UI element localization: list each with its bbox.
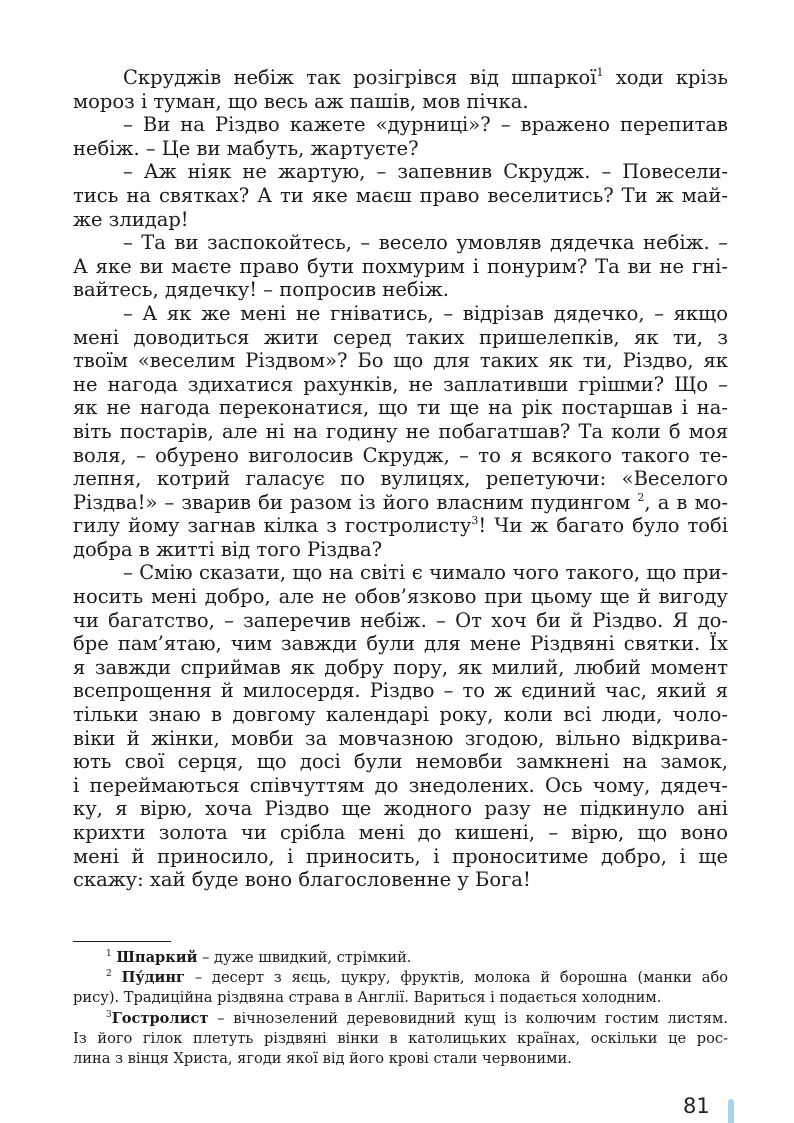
page-number: 81 [683, 1094, 710, 1118]
text-line: мені й приносило, і приносить, і проноситиме добро, і ще [73, 844, 728, 868]
text-line: Скруджів небіж так розігрівся від шпаркої$^1$ ходи крізь [123, 66, 728, 89]
text-line: віть постарів, але ні на годину не побагатшав? Та коли б моя [73, 419, 728, 443]
text-line: твоїм «веселим Різдвом»? Бо що для таких як ти, Різдво, як [73, 349, 728, 373]
footnote-term: Шпаркий [116, 949, 198, 966]
text-line: – Аж ніяк не жартую, – запевнив Скрудж. – Повесели- [123, 160, 728, 184]
text-line: ють свої серця, що досі були немовби замкнені на замок, [73, 750, 728, 774]
text-line: всепрощення й милосердя. Різдво – то ж єдиний час, який я [73, 679, 728, 703]
text-line: мені доводиться жити серед таких пришелепків, як ти, з [73, 325, 728, 349]
footnote-term: Пу́динг [121, 969, 185, 987]
text-line: я завжди сприймав як добру пору, як милий, любий момент [73, 655, 728, 679]
text-line: тись на святках? А ти яке маєш право веселитись? Ти ж май- [73, 183, 728, 207]
text-line: – Ви на Різдво кажете «дурниці»? – вражено перепитав [123, 113, 728, 137]
text-line: добра в житті від того Різдва? [73, 537, 383, 561]
footnote-line: Із його гілок плетуть різдвяні вінки в католицьких країнах, оскільки це рос- [73, 1029, 728, 1047]
text-line: – Смію сказати, що на світі є чимало чого такого, що при- [123, 561, 728, 585]
text-line: небіж. – Це ви мабуть, жартуєте? [73, 136, 419, 160]
text-line: воля, – обурено виголосив Скрудж, – то я всякого такого те- [73, 443, 728, 467]
footnote-divider [73, 941, 171, 942]
text-line: лепня, котрий галасує по вулицях, репетуючи: «Веселого [73, 467, 728, 491]
footnote-2: $^2$ Пу́динг – десерт з яєць, цукру, фруктів, молока й борошна (манки або [106, 969, 729, 987]
text-line: вайтесь, дядечку! – попросив небіж. [73, 278, 449, 302]
text-line: бре пам’ятаю, чим завжди були для мене Різдвяні святки. Їх [73, 632, 728, 656]
footnote-1: $^1$ Шпаркий – дуже швидкий, стрімкий. [106, 949, 412, 966]
text-line: же злидар! [73, 207, 189, 231]
footnote-mark: 2 [637, 490, 645, 504]
text-line: носить мені добро, але не обов’язково при цьому ще й вигоду [73, 585, 728, 609]
text-line: мороз і туман, що весь аж пашів, мов пічка. [73, 89, 529, 113]
footnotes [73, 948, 728, 1069]
footnote-3: $^3$Гостролист – вічнозелений деревовидний кущ із колючим гостим листям. [106, 1009, 729, 1027]
footnote-line: рису). Традиційна різдвяна страва в Англії. Вариться і подається холодним. [73, 989, 662, 1007]
text-line: Різдва!» – зварив би разом із його власним пудингом $^2$, а в мо- [73, 490, 729, 514]
text-line: – Та ви заспокойтесь, – весело умовляв дядечка небіж. – [123, 231, 728, 255]
text-line: А яке ви маєте право бути похмурим і понурим? Та ви не гні- [73, 254, 728, 278]
text-line: гилу йому загнав кілка з гостролисту$^3$! Чи ж багато було тобі [73, 514, 728, 538]
text-line: тільки знаю в довгому календарі року, коли всі люди, чоло- [73, 703, 728, 727]
footnote-mark: 1 [596, 66, 604, 79]
text-line: і переймаються співчуттям до знедолених. Ось чому, дядеч- [73, 773, 728, 797]
footnote-term: Гостролист [111, 1009, 209, 1027]
text-line: крихти золота чи срібла мені до кишені, – вірю, що воно [73, 821, 728, 844]
text-line: скажу: хай буде воно благословенне у Бога! [73, 868, 531, 892]
text-line: віки й жінки, мовби за мовчазною згодою, вільно відкрива- [73, 726, 728, 750]
text-line: – А як же мені не гніватись, – відрізав дядечко, – якщо [123, 301, 728, 325]
text-line: як не нагода переконатися, що ти ще на рік постаршав і на- [73, 396, 728, 420]
footnote-mark: 3 [471, 514, 479, 528]
page-accent-bar [728, 1099, 734, 1123]
text-line: ку, я вірю, хоча Різдво ще жодного разу не підкинуло ані [73, 797, 728, 821]
footnote-line: лина з вінця Христа, ягоди якої від його крові стали червоними. [73, 1049, 572, 1067]
text-line: не нагода здихатися рахунків, не заплативши грішми? Що – [73, 372, 728, 396]
text-line: чи багатство, – заперечив небіж. – От хоч би й Різдво. Я до- [73, 608, 728, 632]
main-text [73, 66, 728, 892]
